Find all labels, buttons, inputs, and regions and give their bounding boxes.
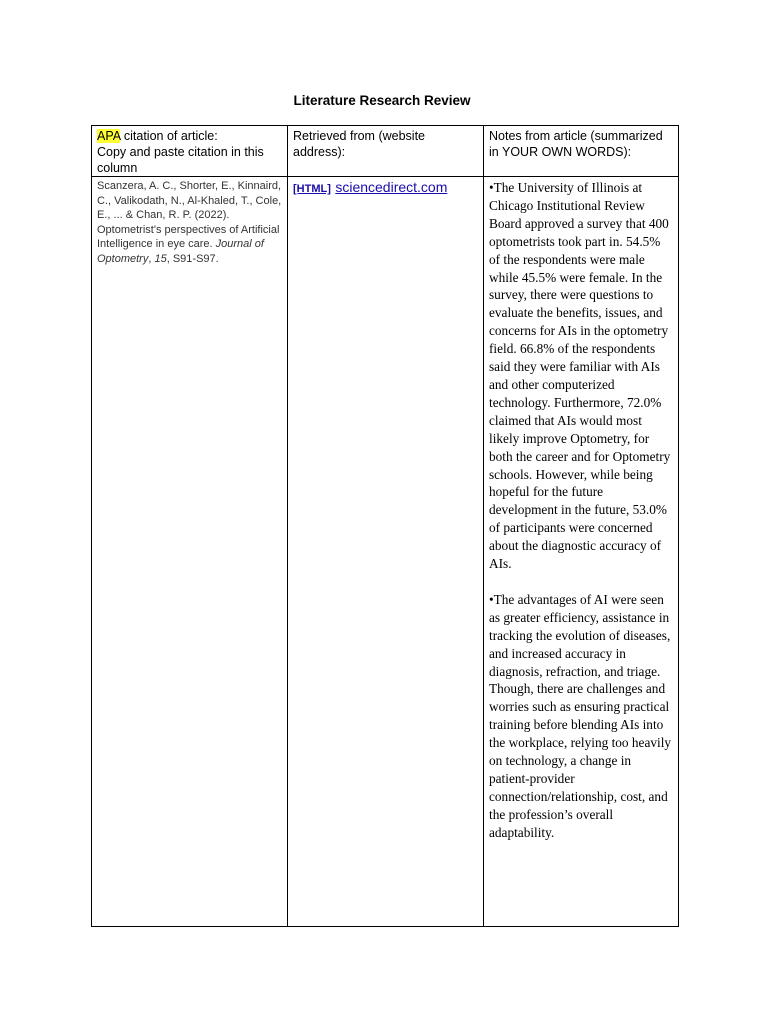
retrieved-cell bbox=[288, 177, 484, 927]
html-link-tag[interactable]: [HTML] bbox=[293, 183, 331, 195]
header-citation bbox=[92, 126, 288, 177]
citation-pages: , S91-S97. bbox=[166, 252, 219, 265]
table-row bbox=[92, 177, 679, 927]
citation-cell bbox=[92, 177, 288, 927]
notes-paragraph-1: •The University of Illinois at Chicago Institutional Review Board approved a survey that 400 optometrists took part in. 54.5% of the respondents were male while 45.5% were female. In the survey, there were questions to evaluate the benefits, issues, and concerns for AIs in the optometry field. 66.8% of the respondents said they were familiar with AIs and other computerized technology. Furthermore, 72.0% claimed that AIs would most likely improve Optometry, for both the career and for Optometry schools. However, while being hopeful for the future development in the future, 53.0% of participants were concerned about the diagnostic accuracy of AIs. bbox=[489, 180, 671, 572]
sciencedirect-link[interactable]: sciencedirect.com bbox=[335, 179, 448, 195]
page-title: Literature Research Review bbox=[293, 93, 471, 108]
notes-paragraph-2: •The advantages of AI were seen as greater efficiency, assistance in tracking the evolution of diseases, and increased accuracy in diagnosis, refraction, and triage. Though, there are challenges and worries such as ensuring practical training before blending AIs into the workplace, relying too heavily on technology, a change in patient-provider connection/relationship, cost, and the profession’s overall adaptability. bbox=[489, 591, 672, 840]
table-header-row bbox=[92, 126, 679, 177]
header-citation-text: citation of article: bbox=[120, 129, 218, 143]
notes-cell bbox=[484, 177, 679, 927]
citation-volume: 15 bbox=[154, 252, 167, 265]
notes-spacer bbox=[489, 573, 673, 591]
literature-review-table bbox=[91, 125, 679, 927]
header-notes: Notes from article (summarized in YOUR OWN WORDS): bbox=[484, 126, 679, 177]
header-citation-instruction: Copy and paste citation in this column bbox=[97, 145, 264, 175]
citation-journal: Journal of Optometry bbox=[97, 238, 264, 265]
citation-sep: , bbox=[148, 252, 155, 265]
citation-main: Scanzera, A. C., Shorter, E., Kinnaird, C., Valikodath, N., Al-Khaled, T., Cole, E., ... & Chan, R. P. (2022). Optometrist's perspectives of Artificial Intelligence in eye care. bbox=[97, 180, 282, 251]
header-retrieved: Retrieved from (website address): bbox=[288, 126, 484, 177]
apa-highlight: APA bbox=[97, 129, 121, 143]
